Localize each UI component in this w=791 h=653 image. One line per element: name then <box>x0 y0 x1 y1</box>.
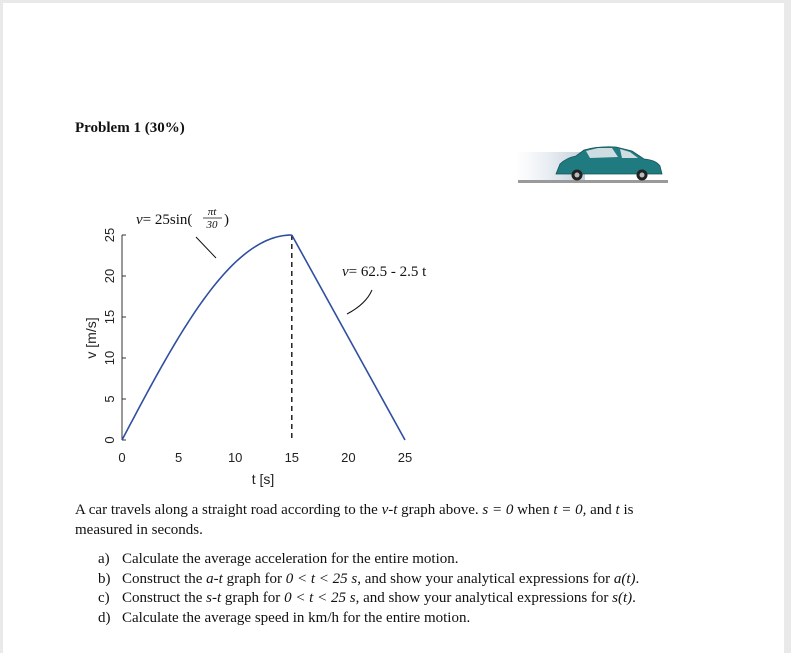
linear-annotation <box>342 264 427 314</box>
task-item-c: c) Construct the s-t graph for 0 < t < 25 s, and show your analytical expressions for s(t). <box>98 590 636 606</box>
series-sine-curve <box>122 235 292 440</box>
sine-frac-num: πt <box>207 206 217 218</box>
task-item-d: d) Calculate the average speed in km/h for the entire motion. <box>98 609 471 626</box>
x-ticks <box>118 450 412 465</box>
x-tick-label: 10 <box>227 450 243 465</box>
y-axis-label: v [m/s] <box>83 317 99 359</box>
x-tick-label: 25 <box>397 450 413 465</box>
car-illustration <box>515 147 668 183</box>
x-tick-label: 20 <box>341 450 356 465</box>
problem-statement: A car travels along a straight road according to the v-t graph above. s = 0 when t = 0, and t is measured in seconds. <box>75 502 634 538</box>
x-tick-label: 0 <box>118 450 126 465</box>
problem-title: Problem 1 (30%) <box>75 120 185 136</box>
x-tick-label: 5 <box>174 450 183 465</box>
y-tick-label: 15 <box>102 309 117 325</box>
y-tick-label: 25 <box>102 227 117 243</box>
sine-annotation <box>136 206 229 258</box>
svg-text:v= 62.5 - 2.5 t: v= 62.5 - 2.5 t <box>342 264 427 280</box>
y-tick-label: 5 <box>102 395 117 403</box>
sine-label-rest: = 25sin( <box>142 212 193 228</box>
x-axis-label: t [s] <box>251 471 275 487</box>
svg-text:v= 25sin(: v= 25sin( <box>136 212 193 228</box>
sine-suffix: ) <box>224 212 229 228</box>
task-item-a: a) Calculate the average acceleration for the entire motion. <box>98 551 459 567</box>
vt-chart <box>83 206 427 487</box>
y-tick-label: 0 <box>102 436 117 444</box>
task-list <box>98 550 718 628</box>
x-tick-label: 15 <box>284 450 300 465</box>
task-item-b: b) Construct the a-t graph for 0 < t < 25 s, and show your analytical expressions for a(t). <box>98 570 640 587</box>
y-tick-label: 10 <box>102 350 117 366</box>
y-tick-label: 20 <box>102 268 117 284</box>
sine-frac-den: 30 <box>206 219 218 231</box>
